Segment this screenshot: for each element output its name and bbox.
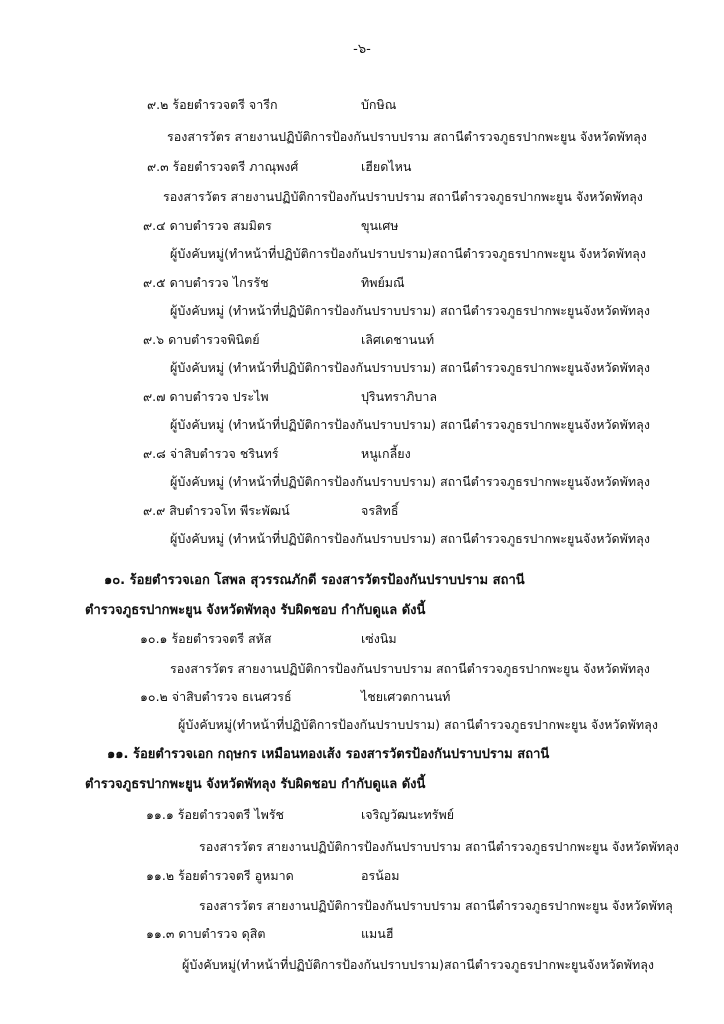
role-line: รองสารวัตร สายงานปฏิบัติการป้องกันปราบปราม สถานีตำรวจภูธรปากพะยูน จังหวัดพัทลุง	[170, 661, 650, 676]
role-line: ผู้บังคับหมู่(ทำหน้าที่ปฏิบัติการป้องกันปราบปราม)สถานีตำรวจภูธรปากพะยูน จังหวัดพัทลุง	[170, 246, 646, 261]
surname: เซ่งนิม	[361, 631, 397, 646]
rank-first-name: ดาบตำรวจพินิตย์	[168, 332, 260, 347]
surname: แมนฮี	[361, 926, 394, 941]
role-line: ผู้บังคับหมู่ (ทำหน้าที่ปฏิบัติการป้องกันปราบปราม) สถานีตำรวจภูธรปากพะยูนจังหวัดพัทลุง	[170, 417, 650, 432]
list-item-name	[143, 501, 290, 521]
list-item-name	[147, 95, 278, 115]
item-index: ๙.๕	[143, 275, 166, 290]
role-line: รองสารวัตร สายงานปฏิบัติการป้องกันปราบปราม สถานีตำรวจภูธรปากพะยูน จังหวัดพัทลุง	[163, 189, 643, 204]
section-10-heading-cont: ตำรวจภูธรปากพะยูน จังหวัดพัทลุง รับผิดชอบ กำกับดูแล ดังนี้	[85, 603, 426, 618]
rank-first-name: ร้อยตำรวจตรี สหัส	[171, 631, 272, 646]
surname: ไชยเศวตกานนท์	[361, 689, 451, 704]
list-item-name	[146, 805, 284, 825]
role-line: ผู้บังคับหมู่ (ทำหน้าที่ปฏิบัติการป้องกันปราบปราม) สถานีตำรวจภูธรปากพะยูนจังหวัดพัทลุง	[170, 360, 650, 375]
item-index: ๑๐.๒	[140, 689, 168, 704]
list-item-name	[146, 924, 265, 944]
surname: อรน้อม	[361, 868, 400, 883]
surname: เฮียดไหน	[361, 159, 412, 174]
item-index: ๑๑.๒	[146, 868, 175, 883]
role-line: ผู้บังคับหมู่ (ทำหน้าที่ปฏิบัติการป้องกันปราบปราม) สถานีตำรวจภูธรปากพะยูนจังหวัดพัทลุง	[170, 474, 650, 489]
role-line: ผู้บังคับหมู่(ทำหน้าที่ปฏิบัติการป้องกันปราบปราม)สถานีตำรวจภูธรปากพะยูนจังหวัดพัทลุง	[182, 957, 654, 972]
list-item-name	[143, 387, 269, 407]
surname: เลิศเดชานนท์	[361, 332, 435, 347]
page-number: -๖-	[353, 42, 371, 57]
rank-first-name: ดาบตำรวจ ดุสิต	[178, 926, 266, 941]
role-line: ผู้บังคับหมู่ (ทำหน้าที่ปฏิบัติการป้องกันปราบปราม) สถานีตำรวจภูธรปากพะยูนจังหวัดพัทลุง	[170, 531, 650, 546]
rank-first-name: สิบตำรวจโท พีระพัฒน์	[169, 503, 290, 518]
item-index: ๙.๗	[143, 389, 166, 404]
surname: ขุนเศษ	[361, 218, 399, 233]
list-item-name	[143, 216, 272, 236]
rank-first-name: ร้อยตำรวจตรี ไพรัช	[177, 807, 285, 822]
item-index: ๙.๓	[147, 159, 169, 174]
rank-first-name: ร้อยตำรวจตรี อูหมาด	[178, 868, 294, 883]
rank-first-name: ดาบตำรวจ ประไพ	[169, 389, 269, 404]
surname: หนูเกลี้ยง	[361, 446, 411, 461]
role-line: รองสารวัตร สายงานปฏิบัติการป้องกันปราบปราม สถานีตำรวจภูธรปากพะยูน จังหวัดพัทลุ	[199, 898, 673, 913]
item-index: ๙.๙	[143, 503, 166, 518]
list-item-name	[143, 273, 269, 293]
surname: บักษิณ	[361, 97, 397, 112]
surname: เจริญวัฒนะทรัพย์	[361, 807, 455, 822]
rank-first-name: ดาบตำรวจ ไกรรัช	[169, 275, 269, 290]
role-line: ผู้บังคับหมู่ (ทำหน้าที่ปฏิบัติการป้องกันปราบปราม) สถานีตำรวจภูธรปากพะยูนจังหวัดพัทลุง	[170, 303, 650, 318]
rank-first-name: ดาบตำรวจ สมมิตร	[169, 218, 272, 233]
role-line: ผู้บังคับหมู่(ทำหน้าที่ปฏิบัติการป้องกันปราบปราม) สถานีตำรวจภูธรปากพะยูน จังหวัดพัทลุง	[178, 717, 658, 732]
surname: ทิพย์มณี	[361, 275, 405, 290]
item-index: ๑๐.๑	[140, 631, 168, 646]
item-index: ๙.๔	[143, 218, 166, 233]
list-item-name	[143, 330, 260, 350]
item-index: ๑๑.๑	[146, 807, 174, 822]
rank-first-name: จ่าสิบตำรวจ ธเนศวรธ์	[171, 689, 292, 704]
list-item-name	[146, 866, 294, 886]
role-line: รองสารวัตร สายงานปฏิบัติการป้องกันปราบปราม สถานีตำรวจภูธรปากพะยูน จังหวัดพัทลุง	[199, 839, 679, 854]
list-item-name	[140, 629, 272, 649]
section-11-heading-cont: ตำรวจภูธรปากพะยูน จังหวัดพัทลุง รับผิดชอบ กำกับดูแล ดังนี้	[85, 777, 426, 792]
item-index: ๙.๖	[143, 332, 165, 347]
section-10-heading: ๑๐. ร้อยตำรวจเอก โสพล สุวรรณภักดี รองสารวัตรป้องกันปราบปราม สถานี	[104, 573, 525, 588]
list-item-name	[140, 687, 292, 707]
surname: จรสิทธิ์	[361, 503, 399, 518]
rank-first-name: ร้อยตำรวจตรี ภาณุพงศ์	[172, 159, 299, 174]
list-item-name	[143, 444, 279, 464]
rank-first-name: ร้อยตำรวจตรี จารีก	[172, 97, 278, 112]
role-line: รองสารวัตร สายงานปฏิบัติการป้องกันปราบปราม สถานีตำรวจภูธรปากพะยูน จังหวัดพัทลุง	[167, 129, 647, 144]
item-index: ๙.๒	[147, 97, 169, 112]
item-index: ๙.๘	[143, 446, 166, 461]
rank-first-name: จ่าสิบตำรวจ ชรินทร์	[169, 446, 279, 461]
section-11-heading: ๑๑. ร้อยตำรวจเอก กฤษกร เหมือนทองเส้ง รองสารวัตรป้องกันปราบปราม สถานี	[107, 747, 550, 762]
list-item-name	[147, 157, 298, 177]
surname: ปุรินทราภิบาล	[361, 389, 438, 404]
item-index: ๑๑.๓	[146, 926, 175, 941]
